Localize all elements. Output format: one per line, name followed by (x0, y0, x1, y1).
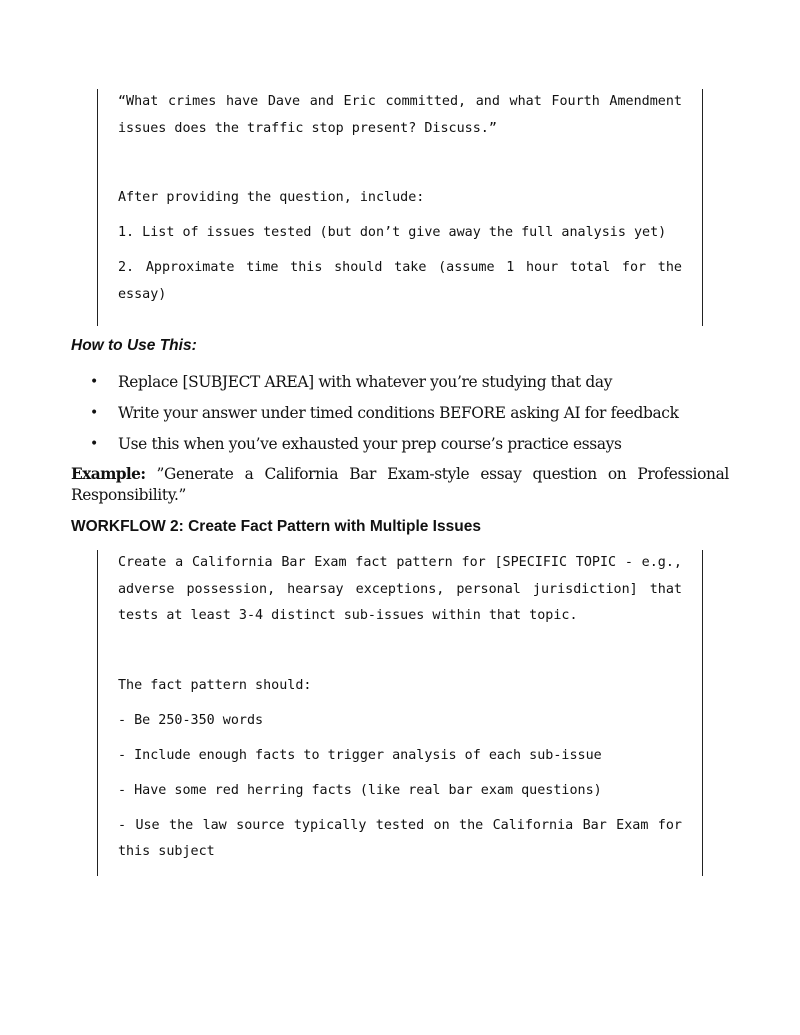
code-line: - Have some red herring facts (like real bar exam questions) (118, 782, 602, 798)
list-item: • Use this when you’ve exhausted your prep course’s practice essays (90, 432, 679, 463)
code-line: After providing the question, include: (118, 190, 425, 205)
example-label: Example: (71, 465, 146, 483)
code-line: - Be 250-350 words (118, 712, 264, 728)
example-text: ”Generate a California Bar Exam-style essay question on Professional Responsibility.” (71, 465, 729, 504)
how-to-use-heading: How to Use This: (71, 337, 197, 354)
how-to-use-list (90, 370, 679, 463)
bullet-icon: • (90, 405, 98, 421)
code-line: 1. List of issues tested (but don’t give away the full analysis yet) (118, 225, 667, 240)
list-item: • Write your answer under timed conditions BEFORE asking AI for feedback (90, 401, 679, 432)
prompt-code-block-2 (97, 550, 703, 876)
code-line: - Include enough facts to trigger analysis of each sub-issue (118, 747, 602, 763)
code-line: Create a California Bar Exam fact pattern for [SPECIFIC TOPIC - e.g., adverse possession, hearsay exceptions, personal jurisdiction] that tests at least 3-4 distinct sub-issues within that topic. (118, 555, 682, 623)
prompt-code-block-1 (97, 89, 703, 326)
list-item: • Replace [SUBJECT AREA] with whatever you’re studying that day (90, 370, 679, 401)
code-line: “What crimes have Dave and Eric committed, and what Fourth Amendment issues does the traffic stop present? Discuss.” (118, 94, 682, 136)
code-line: - Use the law source typically tested on the California Bar Exam for this subject (118, 817, 682, 859)
code-line: The fact pattern should: (118, 677, 312, 693)
workflow-2-heading: WORKFLOW 2: Create Fact Pattern with Multiple Issues (71, 518, 481, 535)
bullet-icon: • (90, 374, 98, 390)
bullet-icon: • (90, 436, 98, 452)
code-line: 2. Approximate time this should take (assume 1 hour total for the essay) (118, 260, 682, 302)
example-paragraph (71, 464, 729, 506)
